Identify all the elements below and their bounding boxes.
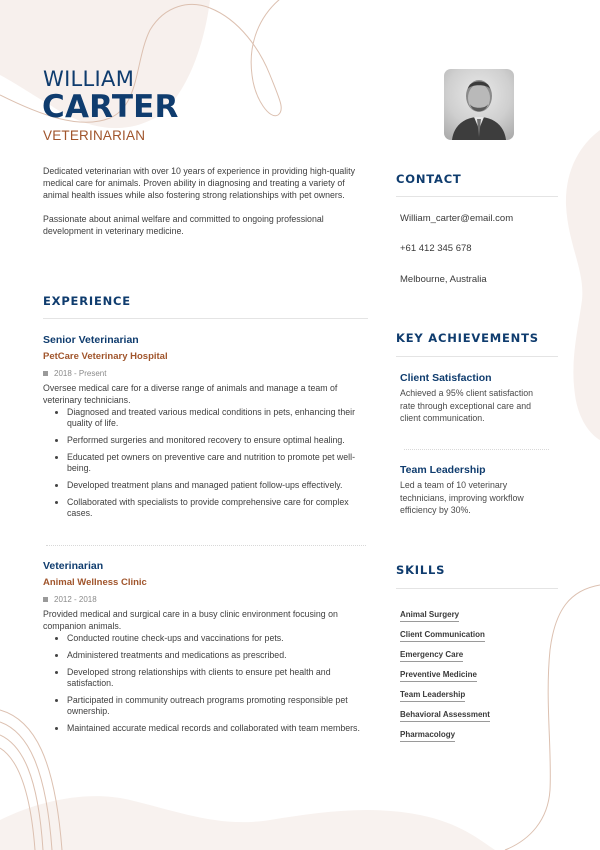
job-bullet: Performed surgeries and monitored recovery to ensure optimal healing. bbox=[67, 435, 371, 446]
skills-heading: SKILLS bbox=[396, 563, 446, 577]
profile-photo bbox=[444, 69, 514, 140]
experience-divider bbox=[43, 318, 368, 319]
achievement-title: Client Satisfaction bbox=[400, 372, 492, 384]
person-portrait-icon bbox=[444, 69, 514, 140]
achievement-separator bbox=[404, 449, 549, 450]
job-bullet: Maintained accurate medical records and collaborated with team members. bbox=[67, 723, 371, 734]
profile-summary bbox=[43, 165, 363, 249]
job-title: VETERINARIAN bbox=[43, 128, 146, 143]
achievement-item bbox=[400, 372, 550, 425]
job-bullet: Administered treatments and medications as prescribed. bbox=[67, 650, 371, 661]
job-dates-text: 2012 - 2018 bbox=[54, 595, 97, 604]
experience-entry bbox=[43, 560, 371, 740]
skill-tag: Team Leadership bbox=[400, 690, 465, 702]
experience-separator bbox=[46, 545, 366, 546]
skill-tag: Animal Surgery bbox=[400, 610, 459, 622]
job-bullet: Diagnosed and treated various medical conditions in pets, enhancing their quality of life. bbox=[67, 407, 371, 429]
job-bullets bbox=[43, 407, 371, 519]
job-role: Veterinarian bbox=[43, 560, 104, 572]
calendar-square-icon bbox=[43, 371, 48, 376]
last-name: CARTER bbox=[42, 89, 179, 125]
job-bullet: Developed treatment plans and managed patient follow-ups effectively. bbox=[67, 480, 371, 491]
job-bullet: Conducted routine check-ups and vaccinations for pets. bbox=[67, 633, 371, 644]
contact-heading: CONTACT bbox=[396, 172, 462, 186]
summary-paragraph: Dedicated veterinarian with over 10 years of experience in providing high-quality medical care for animals. Proven ability in diagnosing and treating a variety of animal health issues while also fostering strong relationships with pet owners. bbox=[43, 166, 355, 200]
summary-paragraph: Passionate about animal welfare and committed to ongoing professional development in veterinary medicine. bbox=[43, 214, 324, 236]
job-bullet: Educated pet owners on preventive care and nutrition to promote pet well-being. bbox=[67, 452, 371, 474]
achievements-divider bbox=[396, 356, 558, 357]
achievement-item bbox=[400, 464, 550, 517]
job-dates bbox=[43, 369, 371, 378]
job-description: Provided medical and surgical care in a busy clinic environment focusing on companion animals. bbox=[43, 609, 338, 631]
achievement-description: Led a team of 10 veterinary technicians, improving workflow efficiency by 30%. bbox=[400, 480, 524, 515]
job-company: Animal Wellness Clinic bbox=[43, 577, 147, 588]
skill-tag: Pharmacology bbox=[400, 730, 455, 742]
job-description: Oversee medical care for a diverse range of animals and manage a team of veterinary technicians. bbox=[43, 383, 338, 405]
job-dates bbox=[43, 595, 371, 604]
skill-tag: Preventive Medicine bbox=[400, 670, 477, 682]
job-role: Senior Veterinarian bbox=[43, 334, 139, 346]
achievement-description: Achieved a 95% client satisfaction rate through exceptional care and client communication. bbox=[400, 388, 534, 423]
achievement-title: Team Leadership bbox=[400, 464, 486, 476]
first-name: WILLIAM bbox=[43, 67, 135, 91]
job-bullet: Collaborated with specialists to provide comprehensive care for complex cases. bbox=[67, 497, 371, 519]
skills-list bbox=[400, 604, 490, 744]
contact-email[interactable]: William_carter@email.com bbox=[400, 213, 514, 224]
skill-tag: Client Communication bbox=[400, 630, 485, 642]
job-company: PetCare Veterinary Hospital bbox=[43, 351, 168, 362]
job-bullet: Developed strong relationships with clients to ensure pet health and satisfaction. bbox=[67, 667, 371, 689]
contact-location: Melbourne, Australia bbox=[400, 274, 487, 285]
achievements-heading: KEY ACHIEVEMENTS bbox=[396, 331, 539, 345]
job-bullet: Participated in community outreach programs promoting responsible pet ownership. bbox=[67, 695, 371, 717]
skill-tag: Emergency Care bbox=[400, 650, 463, 662]
experience-heading: EXPERIENCE bbox=[43, 294, 131, 308]
job-bullets bbox=[43, 633, 371, 734]
contact-phone[interactable]: +61 412 345 678 bbox=[400, 243, 472, 254]
job-dates-text: 2018 - Present bbox=[54, 369, 107, 378]
skills-divider bbox=[396, 588, 558, 589]
skill-tag: Behavioral Assessment bbox=[400, 710, 490, 722]
calendar-square-icon bbox=[43, 597, 48, 602]
experience-entry bbox=[43, 334, 371, 525]
contact-divider bbox=[396, 196, 558, 197]
